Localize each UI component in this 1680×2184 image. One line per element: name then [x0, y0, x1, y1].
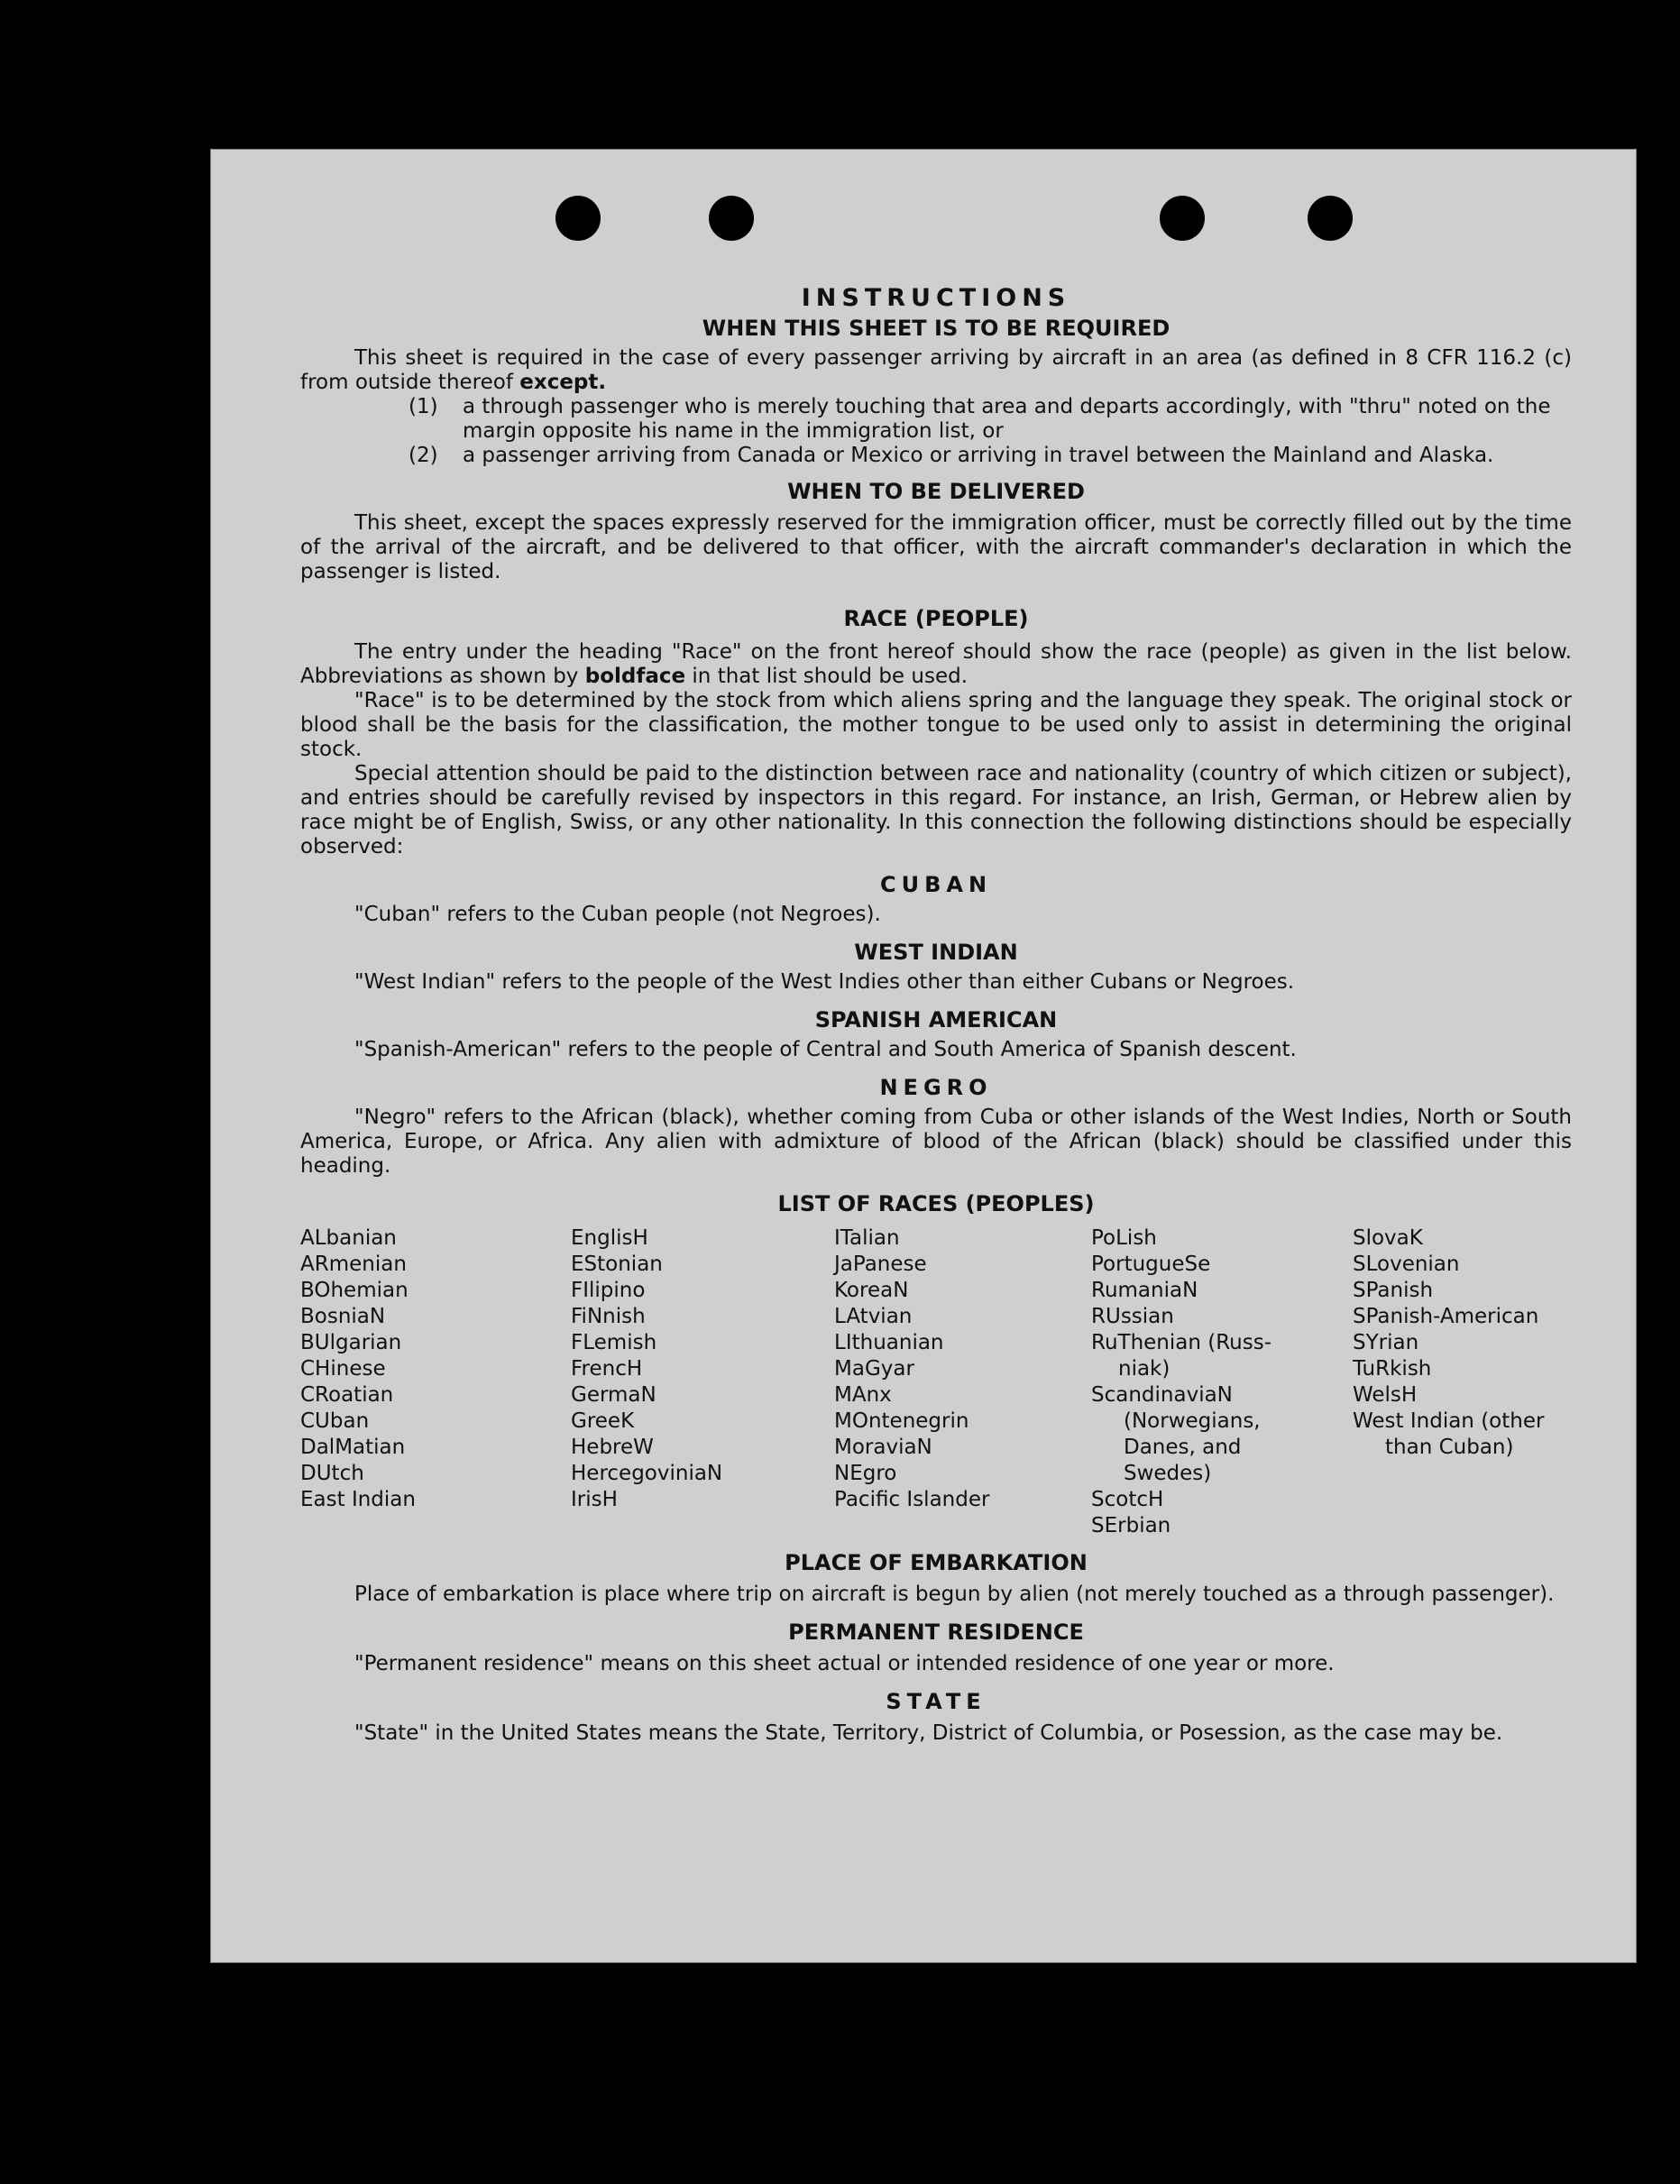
- punch-hole: [555, 196, 601, 241]
- section-heading-required: WHEN THIS SHEET IS TO BE REQUIRED: [702, 316, 1170, 341]
- list-item: BosniaN: [300, 1305, 386, 1328]
- section-paragraph: This sheet, except the spaces expressly reserved for the immigration officer, must be correctly filled out by the time of the arrival of the aircraft, and be delivered to that officer, with the aircraft commander's declaration in which the passenger is listed.: [300, 511, 1572, 583]
- list-item: KoreaN: [834, 1279, 909, 1302]
- list-item: CRoatian: [300, 1383, 394, 1407]
- race-column: [300, 1225, 571, 1539]
- list-item: RuThenian (Russ-: [1091, 1331, 1272, 1354]
- section-paragraph: "Negro" refers to the African (black), whether coming from Cuba or other islands of the West Indies, North or South America, Europe, or Africa. Any alien with admixture of blood of the African (black) should be classified under this heading.: [300, 1106, 1572, 1178]
- list-item: SPanish: [1353, 1279, 1434, 1302]
- section-paragraph: Place of embarkation is place where trip on aircraft is begun by alien (not merely touched as a through passenger).: [354, 1583, 1555, 1606]
- list-item: DUtch: [300, 1462, 364, 1485]
- page-title: INSTRUCTIONS: [801, 284, 1071, 312]
- list-item: EnglisH: [571, 1226, 648, 1250]
- list-item: LIthuanian: [834, 1331, 944, 1354]
- list-item: FLemish: [571, 1331, 657, 1354]
- section-paragraph: "Cuban" refers to the Cuban people (not Negroes).: [354, 903, 881, 926]
- list-item: TuRkish: [1353, 1357, 1432, 1381]
- list-item: niak): [1118, 1357, 1170, 1381]
- list-item: SPanish-American: [1353, 1305, 1539, 1328]
- list-item: CHinese: [300, 1357, 386, 1381]
- list-item: BOhemian: [300, 1279, 409, 1302]
- list-item: CUban: [300, 1409, 370, 1433]
- section-heading-west-indian: WEST INDIAN: [854, 940, 1018, 965]
- section-paragraph: This sheet is required in the case of every passenger arriving by aircraft in an area (as defined in 8 CFR 116.2 (c) from outside thereof except.: [300, 346, 1572, 394]
- list-item: FIlipino: [571, 1279, 646, 1302]
- list-item: WelsH: [1353, 1383, 1418, 1407]
- section-heading-spanish-american: SPANISH AMERICAN: [814, 1007, 1058, 1032]
- section-paragraph: "West Indian" refers to the people of the West Indies other than either Cubans or Negroes.: [354, 970, 1295, 994]
- section-heading-embarkation: PLACE OF EMBARKATION: [785, 1550, 1088, 1575]
- section-heading-race: RACE (PEOPLE): [843, 606, 1029, 631]
- race-column: [1353, 1225, 1596, 1539]
- list-item: FrencH: [571, 1357, 643, 1381]
- list-item: SLovenian: [1353, 1253, 1460, 1276]
- list-item: MAnx: [834, 1383, 892, 1407]
- section-heading-races: LIST OF RACES (PEOPLES): [777, 1191, 1095, 1216]
- section-paragraph: "Permanent residence" means on this sheet actual or intended residence of one year or more.: [354, 1652, 1335, 1675]
- punch-hole: [709, 196, 754, 241]
- list-item: Swedes): [1124, 1462, 1212, 1485]
- list-item: MOntenegrin: [834, 1409, 969, 1433]
- punch-hole: [1160, 196, 1205, 241]
- list-item: GreeK: [571, 1409, 635, 1433]
- list-item: MoraviaN: [834, 1436, 932, 1459]
- section-heading-state: STATE: [886, 1689, 987, 1714]
- list-item: (Norwegians,: [1124, 1409, 1261, 1433]
- list-item: HercegoviniaN: [571, 1462, 723, 1485]
- list-item: BUlgarian: [300, 1331, 402, 1354]
- list-item: SYrian: [1353, 1331, 1419, 1354]
- section-paragraph: "Spanish-American" refers to the people of Central and South America of Spanish descent.: [354, 1038, 1297, 1061]
- section-paragraph: "State" in the United States means the State, Territory, District of Columbia, or Posession, as the case may be.: [354, 1721, 1503, 1745]
- list-item: DalMatian: [300, 1436, 406, 1459]
- list-item: Danes, and: [1124, 1436, 1242, 1459]
- list-item: (1) a through passenger who is merely touching that area and departs accordingly, with "thru" noted on the margin opposite his name in the immigration list, or: [409, 395, 1551, 443]
- section-heading-cuban: CUBAN: [879, 872, 993, 897]
- document-sheet: [210, 149, 1637, 1963]
- list-item: RumaniaN: [1091, 1279, 1198, 1302]
- list-item: ScandinaviaN: [1091, 1383, 1233, 1407]
- section-heading-negro: NEGRO: [879, 1075, 993, 1100]
- list-item: NEgro: [834, 1462, 897, 1485]
- list-item: than Cuban): [1385, 1436, 1514, 1459]
- list-item: ARmenian: [300, 1253, 407, 1276]
- race-list: [300, 1225, 1572, 1539]
- list-item: FiNnish: [571, 1305, 646, 1328]
- list-item: West Indian (other: [1353, 1409, 1545, 1433]
- race-column: [1091, 1225, 1353, 1539]
- list-item: SErbian: [1091, 1514, 1171, 1537]
- section-paragraph: Special attention should be paid to the distinction between race and nationality (country of which citizen or subject), and entries should be carefully revised by inspectors in this regard. For instance, an Irish, German, or Hebrew alien by race might be of English, Swiss, or any other nationality. In this connection the following distinctions should be especially observed:: [300, 762, 1572, 858]
- race-column: [571, 1225, 834, 1539]
- race-column: [834, 1225, 1091, 1539]
- list-item: HebreW: [571, 1436, 654, 1459]
- section-paragraph: "Race" is to be determined by the stock from which aliens spring and the language they speak. The original stock or blood shall be the basis for the classification, the mother tongue to be used only to assist in determining the original stock.: [300, 689, 1572, 761]
- section-heading-residence: PERMANENT RESIDENCE: [788, 1620, 1084, 1645]
- list-item: PortugueSe: [1091, 1253, 1211, 1276]
- list-item: ScotcH: [1091, 1488, 1164, 1511]
- section-paragraph: The entry under the heading "Race" on the front hereof should show the race (people) as given in the list below. Abbreviations as shown by boldface in that list should be used.: [300, 640, 1572, 688]
- list-item: ALbanian: [300, 1226, 397, 1250]
- list-item: PoLish: [1091, 1226, 1157, 1250]
- list-item: SlovaK: [1353, 1226, 1423, 1250]
- list-item: EStonian: [571, 1253, 663, 1276]
- list-item: LAtvian: [834, 1305, 913, 1328]
- list-item: IrisH: [571, 1488, 618, 1511]
- list-item: RUssian: [1091, 1305, 1174, 1328]
- list-item: JaPanese: [834, 1253, 927, 1276]
- section-heading-delivered: WHEN TO BE DELIVERED: [787, 479, 1085, 504]
- list-item: ITalian: [834, 1226, 900, 1250]
- list-item: (2) a passenger arriving from Canada or Mexico or arriving in travel between the Mainland and Alaska.: [409, 444, 1494, 467]
- list-item: MaGyar: [834, 1357, 914, 1381]
- list-item: East Indian: [300, 1488, 416, 1511]
- list-item: GermaN: [571, 1383, 656, 1407]
- instructions-content: [300, 284, 1572, 1746]
- punch-hole: [1308, 196, 1353, 241]
- list-item: Pacific Islander: [834, 1488, 990, 1511]
